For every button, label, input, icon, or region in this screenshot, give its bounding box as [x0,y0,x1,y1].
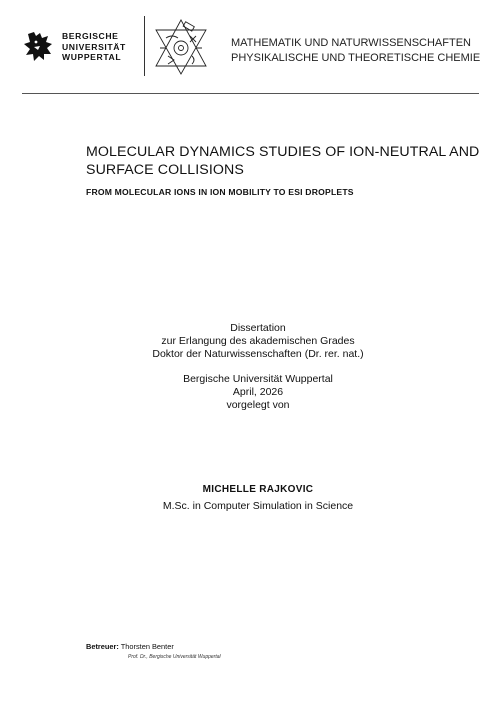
thesis-title: MOLECULAR DYNAMICS STUDIES OF ION-NEUTRAL AND SURFACE COLLISIONS [86,144,480,178]
supervisor-label: Betreuer: [86,642,119,651]
university-name [62,31,126,63]
institution-line: Bergische Universität Wuppertal [183,373,333,385]
supervisor [86,642,174,651]
supervisor-affiliation: Prof. Dr., Bergische Universität Wuppertal [128,654,221,660]
thesis-subtitle: FROM MOLECULAR IONS IN ION MOBILITY TO ESI DROPLETS [86,187,354,197]
faculty-line: MATHEMATIK UND NATURWISSENSCHAFTEN [231,37,471,49]
dissertation-line: zur Erlangung des akademischen Grades [161,335,355,347]
institute-line: PHYSIKALISCHE UND THEORETISCHE CHEMIE [231,52,481,64]
submission-info [0,373,504,412]
author-name: MICHELLE RAJKOVIC [202,484,314,495]
header-separator [144,16,145,76]
date-line: April, 2026 [232,386,284,398]
author-degree: M.Sc. in Computer Simulation in Science [162,500,354,512]
faculty-emblem-icon [150,16,212,78]
university-line: BERGISCHE [62,31,119,41]
submitted-by-line: vorgelegt von [226,399,290,411]
university-line: WUPPERTAL [62,52,122,63]
header-divider [22,93,479,94]
dissertation-statement [0,322,504,361]
faculty-name [231,36,480,66]
supervisor-name: Thorsten Benter [120,642,174,651]
university-line: UNIVERSITÄT [62,41,126,52]
dissertation-line: Doktor der Naturwissenschaften (Dr. rer. nat.) [152,348,364,360]
bergische-lion-logo-icon [22,30,56,64]
dissertation-line: Dissertation [230,322,286,334]
